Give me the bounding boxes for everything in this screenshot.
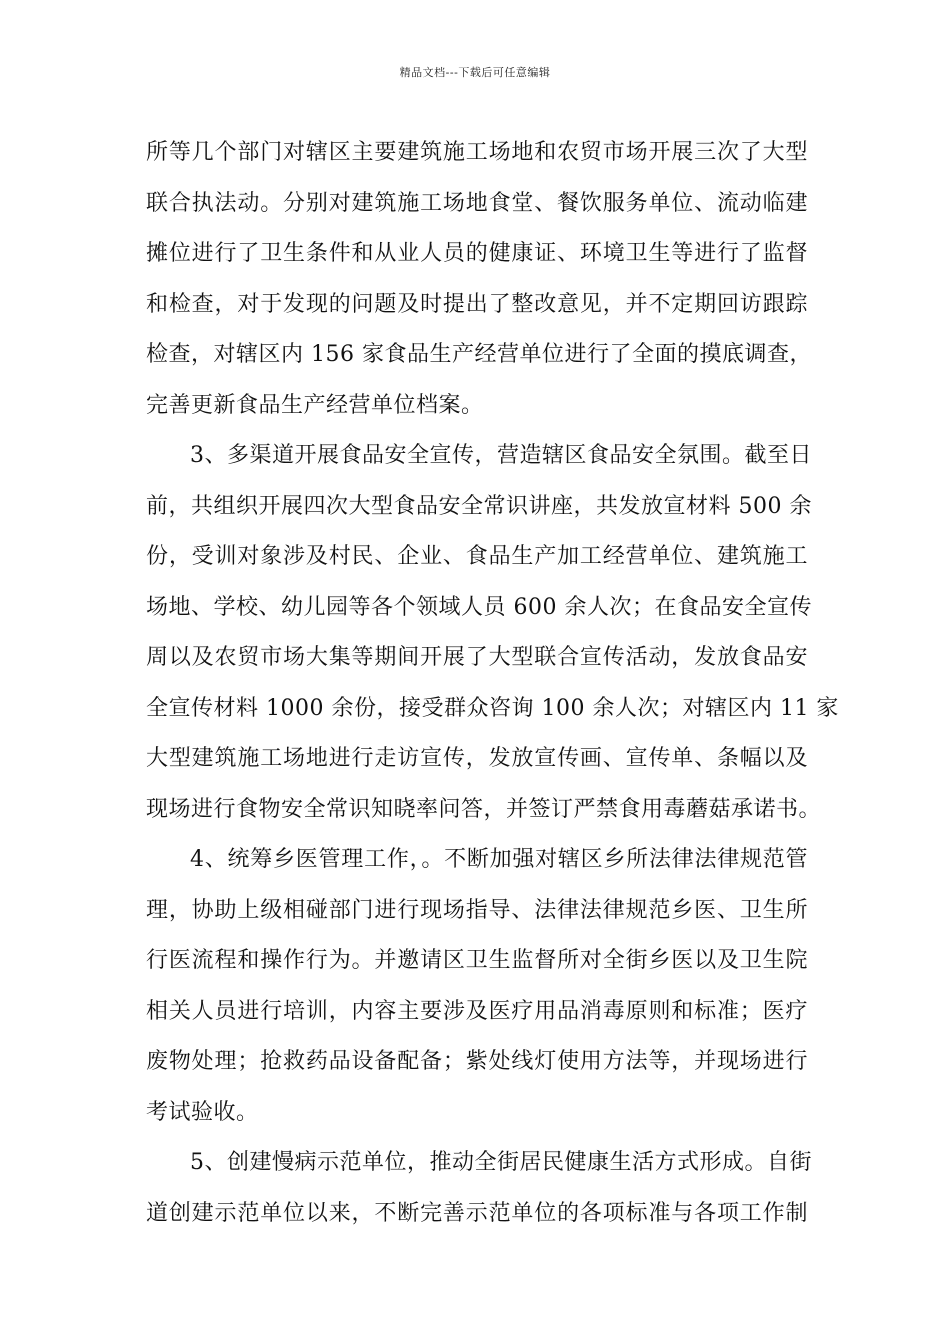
text-line: 所等几个部门对辖区主要建筑施工场地和农贸市场开展三次了大型 — [146, 140, 808, 165]
text-line: 考试验收。 — [146, 1099, 259, 1125]
text-line: 道创建示范单位以来，不断完善示范单位的各项标准与各项工作制 — [146, 1200, 808, 1226]
text-line: 和检查，对于发现的问题及时提出了整改意见，并不定期回访跟踪 — [146, 291, 808, 317]
text-line: 联合执法动。分别对建筑施工场地食堂、餐饮服务单位、流动临建 — [146, 190, 808, 216]
document-body — [146, 128, 839, 1239]
text-line: 5、创建慢病示范单位，推动全街居民健康生活方式形成。自街 — [190, 1150, 812, 1175]
page-header: 精品文档---下载后可任意编辑 — [399, 66, 551, 79]
text-line: 摊位进行了卫生条件和从业人员的健康证、环境卫生等进行了监督 — [146, 241, 808, 266]
text-line: 4、统筹乡医管理工作，。不断加强对辖区乡所法律法律规范管 — [190, 847, 808, 872]
text-line: 相关人员进行培训，内容主要涉及医疗用品消毒原则和标准；医疗 — [146, 998, 808, 1024]
text-line: 检查，对辖区内 156 家食品生产经营单位进行了全面的摸底调查， — [146, 342, 812, 367]
text-line: 大型建筑施工场地进行走访宣传，发放宣传画、宣传单、条幅以及 — [146, 746, 808, 771]
text-line: 份，受训对象涉及村民、企业、食品生产加工经营单位、建筑施工 — [146, 544, 808, 569]
text-line: 前，共组织开展四次大型食品安全常识讲座，共发放宣材料 500 余 — [146, 493, 812, 519]
text-line: 全宣传材料 1000 余份，接受群众咨询 100 余人次；对辖区内 11 家 — [146, 695, 839, 721]
text-line: 3、多渠道开展食品安全宣传，营造辖区食品安全氛围。截至日 — [190, 443, 812, 468]
text-line: 现场进行食物安全常识知晓率问答，并签订严禁食用毒蘑菇承诺书。 — [146, 796, 822, 822]
text-line: 理，协助上级相碰部门进行现场指导、法律法律规范乡医、卫生所 — [146, 897, 808, 923]
text-line: 废物处理；抢救药品设备配备；紫处线灯使用方法等，并现场进行 — [146, 1049, 808, 1074]
text-line: 完善更新食品生产经营单位档案。 — [146, 392, 484, 418]
text-line: 周以及农贸市场大集等期间开展了大型联合宣传活动，发放食品安 — [146, 645, 808, 670]
text-line: 场地、学校、幼儿园等各个领域人员 600 余人次；在食品安全宣传 — [146, 594, 812, 620]
text-line: 行医流程和操作行为。并邀请区卫生监督所对全街乡医以及卫生院 — [146, 948, 808, 973]
